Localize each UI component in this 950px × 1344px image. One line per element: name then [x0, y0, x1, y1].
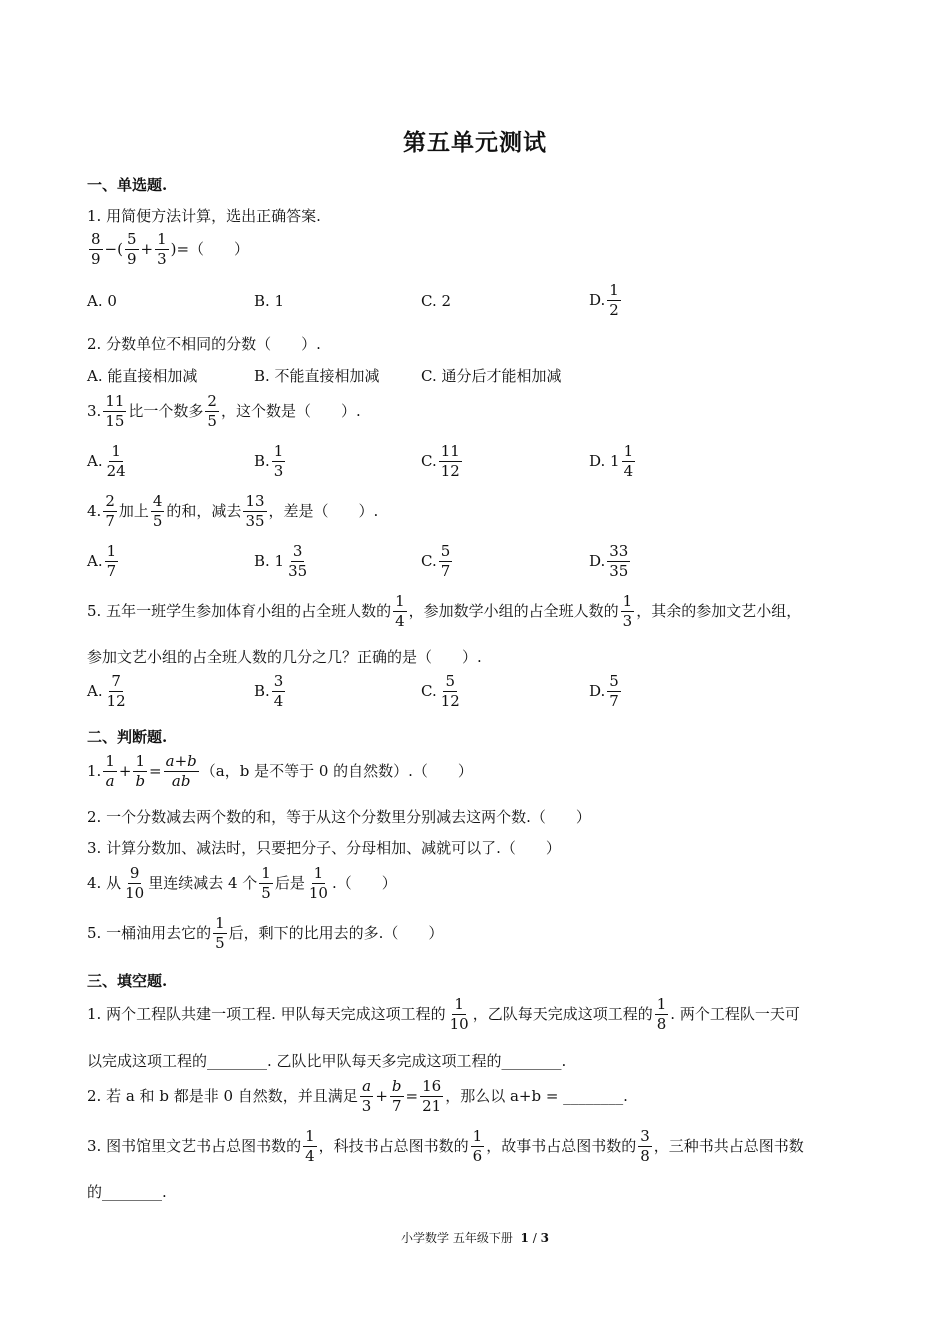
q4-option-c: C. $\frac{5}{7}$ [421, 542, 451, 580]
page-number: 1 [520, 1231, 529, 1245]
judge-3: 3. 计算分数加、减法时，只要把分子、分母相加、减就可以了.（ ） [87, 839, 561, 857]
section-heading-fill-blank: 三、填空题. [87, 972, 168, 990]
question-4-stem: 4. $\frac{2}{7}$ 加上 $\frac{4}{5}$ 的和，减去 $\frac{13}{35}$ ，差是（ ）. [87, 492, 379, 530]
fill-1: 1. 两个工程队共建一项工程. 甲队每天完成这项工程的 $\frac{1}{10}$ ，乙队每天完成这项工程的 $\frac{1}{8}$ . 两个工程队一天可 [87, 995, 800, 1033]
q5-option-a: A. $\frac{7}{12}$ [87, 672, 126, 710]
judge-2: 2. 一个分数减去两个数的和，等于从这个分数里分别减去这两个数.（ ） [87, 808, 591, 826]
q1-option-c: C. 2 [421, 292, 452, 310]
q4-option-d: D. $\frac{33}{35}$ [589, 542, 629, 580]
question-2-stem: 2. 分数单位不相同的分数（ ）. [87, 335, 321, 353]
answer-blank: )=（ ） [170, 240, 250, 258]
question-5-stem: 5. 五年一班学生参加体育小组的占全班人数的 $\frac{1}{4}$ ，参加数学小组的占全班人数的 $\frac{1}{3}$ ，其余的参加文艺小组， [87, 592, 802, 630]
operator: + [140, 240, 154, 258]
page-footer [0, 1229, 950, 1246]
q3-option-a: A. $\frac{1}{24}$ [87, 442, 126, 480]
fraction: $\frac{8}{9}$ [91, 230, 101, 268]
q2-option-a: A. 能直接相加减 [87, 367, 198, 385]
q5-option-c: C. $\frac{5}{12}$ [421, 672, 460, 710]
question-3-stem: 3. $\frac{11}{15}$ 比一个数多 $\frac{2}{5}$ ，这个数是（ ）. [87, 392, 361, 430]
q2-option-c: C. 通分后才能相加减 [421, 367, 562, 385]
page-title: 第五单元测试 [403, 129, 547, 156]
fill-3: 3. 图书馆里文艺书占总图书数的 $\frac{1}{4}$ ，科技书占总图书数的 $\frac{1}{6}$ ，故事书占总图书数的 $\frac{3}{8}$ ，三种书共占总图书数 [87, 1127, 804, 1165]
question-5-line2: 参加文艺小组的占全班人数的几分之几？正确的是（ ）. [87, 648, 482, 666]
q1-option-b: B. 1 [254, 292, 285, 310]
section-heading-single-choice: 一、单选题. [87, 176, 168, 194]
judge-1: 1. $\frac{1}{a}$ + $\frac{1}{b}$ = $\frac{a+b}{ab}$ （a，b 是不等于 0 的自然数）.（ ） [87, 752, 473, 790]
page-separator: / [532, 1231, 537, 1245]
page-total: 3 [540, 1231, 549, 1245]
question-1-expression [87, 232, 249, 267]
q5-option-b: B. $\frac{3}{4}$ [254, 672, 284, 710]
fill-2: 2. 若 a 和 b 都是非 0 自然数，并且满足 $\frac{a}{3}$ + $\frac{b}{7}$ = $\frac{16}{21}$ ，那么以 a+b = ________. [87, 1077, 628, 1115]
q5-option-d: D. $\frac{5}{7}$ [589, 672, 619, 710]
operator: −( [104, 240, 123, 258]
section-heading-true-false: 二、判断题. [87, 728, 168, 746]
judge-5: 5. 一桶油用去它的 $\frac{1}{5}$ 后，剩下的比用去的多.（ ） [87, 914, 444, 952]
judge-4: 4. 从 $\frac{9}{10}$ 里连续减去 4 个 $\frac{1}{5}$ 后是 $\frac{1}{10}$ .（ ） [87, 864, 397, 902]
fill-3-line2: 的________. [87, 1183, 167, 1201]
q3-option-b: B. $\frac{1}{3}$ [254, 442, 284, 480]
fraction: $\frac{1}{3}$ [157, 230, 167, 268]
q3-option-d: D. 1 $\frac{1}{4}$ [589, 442, 634, 480]
question-1-stem: 1. 用简便方法计算，选出正确答案. [87, 207, 321, 225]
q4-option-a: A. $\frac{1}{7}$ [87, 542, 117, 580]
q2-option-b: B. 不能直接相加减 [254, 367, 380, 385]
q4-option-b: B. 1 $\frac{3}{35}$ [254, 542, 308, 580]
fill-1-line2: 以完成这项工程的________. 乙队比甲队每天多完成这项工程的________. [87, 1052, 567, 1070]
q1-option-d: D. $\frac{1}{2}$ [589, 281, 619, 319]
fraction: $\frac{5}{9}$ [126, 230, 137, 268]
q3-option-c: C. $\frac{11}{12}$ [421, 442, 460, 480]
footer-text: 小学数学 五年级下册 [401, 1231, 513, 1245]
q1-option-a: A. 0 [87, 292, 117, 310]
